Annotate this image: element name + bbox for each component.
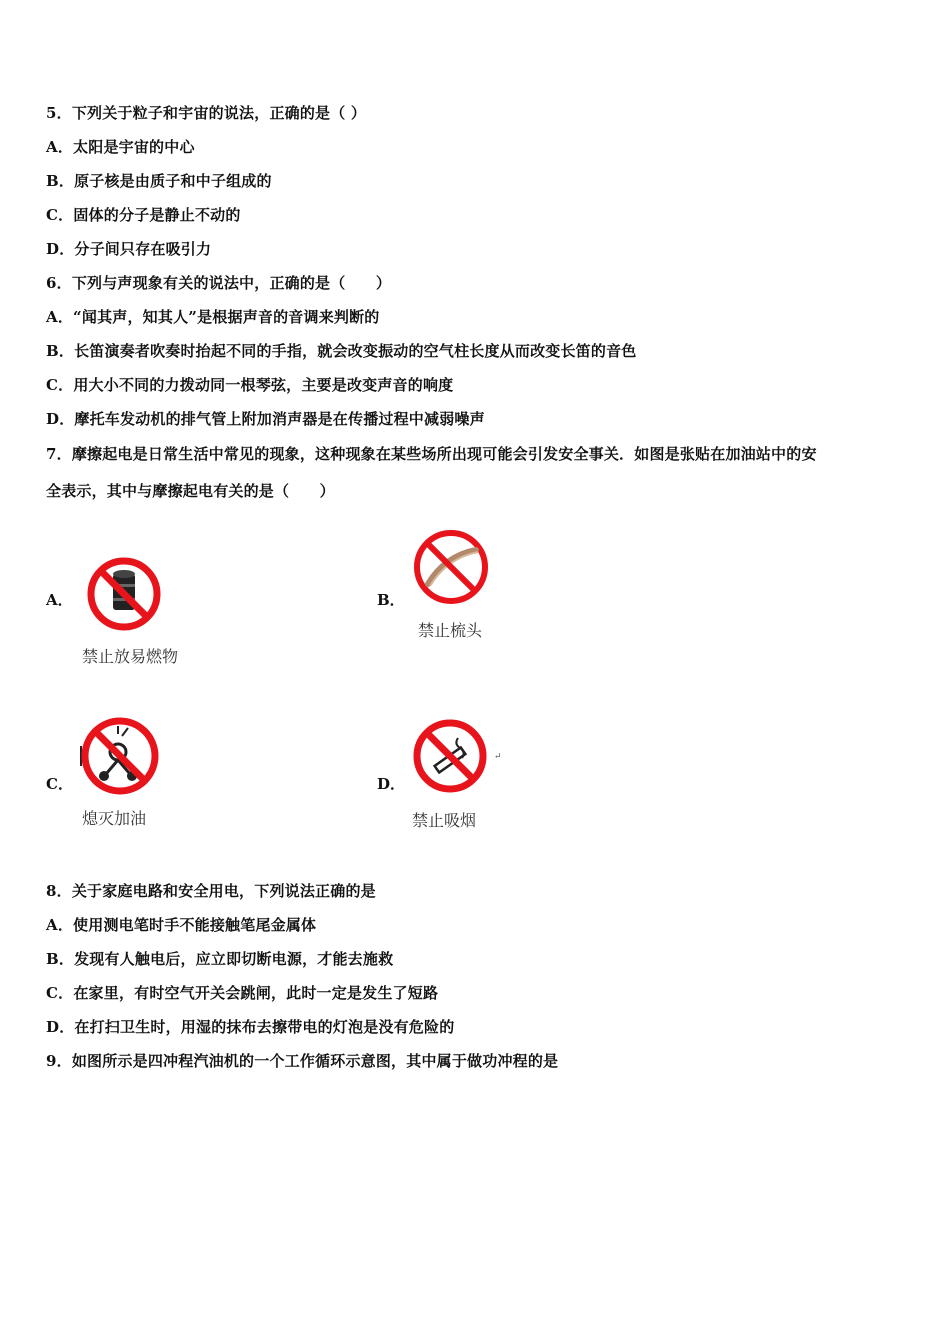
q7-option-b-caption: 禁止梳头 <box>418 621 483 640</box>
q6-option-a: A．“闻其声，知其人”是根据声音的音调来判断的 <box>46 308 380 326</box>
q6-option-d: D．摩托车发动机的排气管上附加消声器是在传播过程中减弱噪声 <box>46 410 485 428</box>
paragraph-mark: ↵ <box>494 752 502 762</box>
q7-option-d-caption: 禁止吸烟 <box>412 811 477 830</box>
no-combing-icon <box>410 526 492 608</box>
no-flammables-icon <box>84 554 164 634</box>
q5-option-a: A．太阳是宇宙的中心 <box>46 138 195 156</box>
q5-option-b: B．原子核是由质子和中子组成的 <box>46 172 272 190</box>
q8-option-b: B．发现有人触电后，应立即切断电源，才能去施救 <box>46 950 394 968</box>
q6-option-c: C．用大小不同的力拨动同一根琴弦，主要是改变声音的响度 <box>46 376 454 394</box>
q5-stem: 5．下列关于粒子和宇宙的说法，正确的是（ ） <box>46 104 367 122</box>
q8-option-c: C．在家里，有时空气开关会跳闸，此时一定是发生了短路 <box>46 984 439 1002</box>
q7-option-d-letter: D． <box>377 775 406 793</box>
q8-option-a: A．使用测电笔时手不能接触笔尾金属体 <box>46 916 317 934</box>
q9-stem: 9．如图所示是四冲程汽油机的一个工作循环示意图，其中属于做功冲程的是 <box>46 1052 559 1070</box>
q6-option-b: B．长笛演奏者吹奏时抬起不同的手指，就会改变振动的空气柱长度从而改变长笛的音色 <box>46 342 637 360</box>
q7-stem-line1: 7．摩擦起电是日常生活中常见的现象，这种现象在某些场所出现可能会引发安全事关．如图是张贴在加油站中的安 <box>46 445 817 463</box>
q6-stem: 6．下列与声现象有关的说法中，正确的是（ ） <box>46 274 392 292</box>
q8-option-d: D．在打扫卫生时，用湿的抹布去擦带电的灯泡是没有危险的 <box>46 1018 455 1036</box>
q7-stem-line2: 全表示，其中与摩擦起电有关的是（ ） <box>46 482 335 500</box>
q7-option-c-letter: C． <box>46 775 73 793</box>
q7-option-c-caption: 熄灭加油 <box>82 809 147 828</box>
q7-option-a-caption: 禁止放易燃物 <box>82 647 179 666</box>
engine-off-icon <box>78 714 162 798</box>
q8-stem: 8．关于家庭电路和安全用电，下列说法正确的是 <box>46 882 376 900</box>
q7-option-b-letter: B． <box>377 591 405 609</box>
q7-option-a-letter: A． <box>46 591 73 609</box>
no-smoking-icon <box>410 716 490 796</box>
q5-option-d: D．分子间只存在吸引力 <box>46 240 212 258</box>
q5-option-c: C．固体的分子是静止不动的 <box>46 206 241 224</box>
